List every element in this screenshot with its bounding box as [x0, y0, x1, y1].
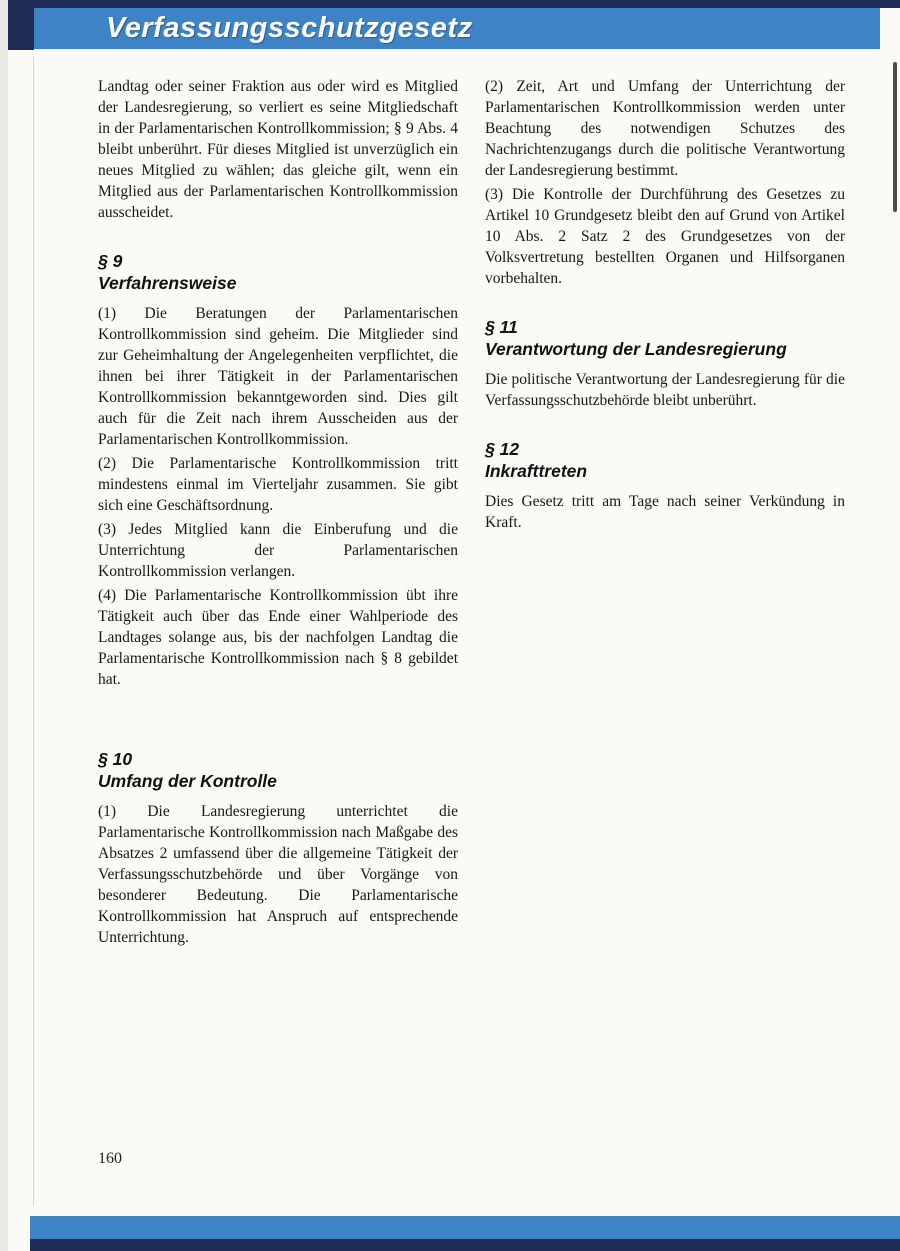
page-number: 160 [98, 1150, 122, 1167]
section-number: § 9 [98, 251, 123, 271]
paragraph: (2) Die Parlamentarische Kontrollkommission tritt mindestens einmal im Vierteljahr zusammen. Sie gibt sich eine Geschäftsordnung. [98, 455, 458, 514]
left-column [98, 76, 458, 951]
bottom-navy-bar [30, 1239, 900, 1251]
paragraph: Die politische Verantwortung der Landesregierung für die Verfassungsschutzbehörde bleibt unberührt. [485, 371, 845, 409]
section-title: Umfang der Kontrolle [98, 771, 277, 791]
paragraph: (2) Zeit, Art und Umfang der Unterrichtung der Parlamentarischen Kontrollkommission werden unter Beachtung des notwendigen Schutzes des Nachrichtenzugangs durch die politische Verantwortung der Landesregierung bestimmt. [485, 78, 845, 179]
right-edge-mark [893, 62, 897, 212]
section-number: § 12 [485, 439, 520, 459]
section-heading-11 [485, 316, 845, 360]
section-heading-12 [485, 438, 845, 482]
right-column [485, 76, 845, 951]
paragraph: Landtag oder seiner Fraktion aus oder wird es Mitglied der Landesregierung, so verliert es seine Mitgliedschaft in der Parlamentarischen Kontrollkommission; § 9 Abs. 4 bleibt unberührt. Für dieses Mitglied ist unverzüglich ein neues Mitglied zu wählen; das gleiche gilt, wenn ein Mitglied aus der Parlamentarischen Kontrollkommission ausscheidet. [98, 78, 458, 221]
paragraph: (3) Die Kontrolle der Durchführung des Gesetzes zu Artikel 10 Grundgesetz bleibt den auf Grund von Artikel 10 Abs. 2 Satz 2 des Grundgesetzes von der Volksvertretung bestellten Organen und Hilfsorganen vorbehalten. [485, 186, 845, 287]
paragraph: (4) Die Parlamentarische Kontrollkommission übt ihre Tätigkeit auch über das Ende einer Wahlperiode des Landtages solange aus, bis der nachfolgen Landtag die Parlamentarische Kontrollkommission nach § 8 gebildet hat. [98, 587, 458, 688]
section-number: § 10 [98, 749, 133, 769]
paragraph: (1) Die Beratungen der Parlamentarischen Kontrollkommission sind geheim. Die Mitglieder sind zur Geheimhaltung der Angelegenheiten verpflichtet, die ihnen bei ihrer Tätigkeit in der Parlamentarischen Kontrollkommission bekanntgeworden sind. Dies gilt auch für die Zeit nach ihrem Ausscheiden aus der Parlamentarischen Kontrollkommission. [98, 305, 458, 448]
bottom-blue-bar [30, 1216, 900, 1239]
section-title: Verantwortung der Landesregierung [485, 339, 787, 359]
paragraph: (1) Die Landesregierung unterrichtet die Parlamentarische Kontrollkommission nach Maßgabe des Absatzes 2 umfassend über die allgemeine Tätigkeit der Verfassungsschutzbehörde und über Vorgänge von besonderer Bedeutung. Die Parlamentarische Kontrollkommission hat Anspruch auf entsprechende Unterrichtung. [98, 803, 458, 946]
section-title: Verfahrensweise [98, 273, 237, 293]
title-banner [34, 8, 880, 49]
two-column-text [98, 76, 846, 951]
top-navy-corner [8, 0, 34, 50]
section-number: § 11 [485, 317, 518, 337]
section-heading-10 [98, 748, 458, 792]
page-title: Verfassungsschutzgesetz [106, 12, 473, 44]
paragraph: Dies Gesetz tritt am Tage nach seiner Verkündung in Kraft. [485, 493, 845, 531]
section-heading-9 [98, 250, 458, 294]
section-title: Inkrafttreten [485, 461, 588, 481]
left-margin-rule [33, 56, 34, 1206]
paragraph: (3) Jedes Mitglied kann die Einberufung und die Unterrichtung der Parlamentarischen Kontrollkommission verlangen. [98, 521, 458, 580]
top-navy-strip [8, 0, 900, 8]
